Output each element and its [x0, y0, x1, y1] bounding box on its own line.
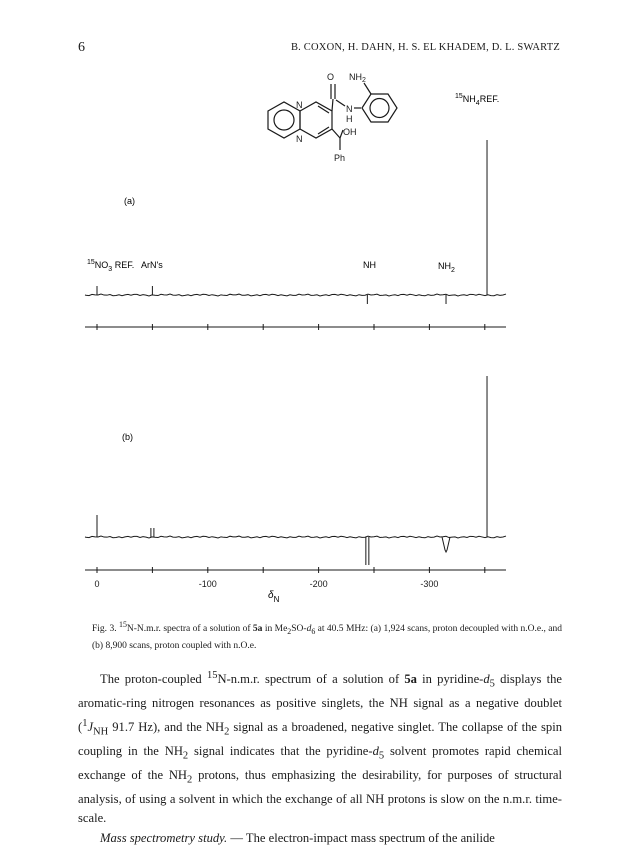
paragraph-nmr: The proton-coupled $^{15}$N-n.m.r. spectrum of a solution of 5a in pyridine-$d_5$ displays the aromatic-ring nitrogen resonances as positive singlets, the NH signal as a negative doublet ($^1J_{NH}$ 91.7 Hz), and the $NH_2$ signal as a broadened, negative singlet. The collapse of the spin coupling in the $NH_2$ signal indicates that the pyridine-$d_5$ solvent promotes rapid chemical exchange of the $NH_2$ protons, thus emphasizing the desirability, for purposes of structural analysis, of using a solvent in which the exchange of all NH protons is slow on the n.m.r. time-scale.	[78, 670, 563, 826]
bond-c-choh	[332, 129, 340, 138]
arn-label: ArN's	[141, 260, 163, 270]
bond-c-n	[336, 100, 345, 106]
tick-label: -100	[198, 579, 217, 589]
spectrum-b-trace	[85, 376, 506, 565]
amine-label: $NH_2$	[349, 72, 366, 84]
axis-bottom	[85, 567, 506, 573]
ammonium-ref-label: $^{15}NH_4REF$.	[455, 93, 500, 107]
amide-nitrogen: N	[346, 104, 353, 114]
spectrum-b-label: (b)	[122, 432, 133, 442]
oxygen-label: O	[327, 72, 335, 82]
axis-symbol: $\delta_N$	[268, 590, 280, 604]
ring-nitrogen-top: N	[296, 100, 303, 110]
body-text	[78, 666, 562, 848]
paragraph-mass-spec: Mass spectrometry study. — The electron-impact mass spectrum of the anilide	[100, 830, 495, 845]
axis-tick-labels	[94, 579, 438, 589]
aniline-ring-circle	[370, 99, 389, 118]
figure-caption: Fig. 3. $^{15}$N-N.m.r. spectra of a solution of 5a in $Me_2SO-d_6$ at 40.5 MHz: (a) 1,924 scans, proton decoupled with n.O.e., and (b) 8,900 scans, proton coupled with n.O.e.	[92, 620, 562, 652]
page-number: 6	[78, 40, 85, 55]
benzo-ring-circle	[274, 110, 294, 130]
nh-label: NH	[363, 260, 376, 270]
pyrazine-ring	[300, 102, 332, 138]
nh2-label: $NH_2$	[438, 261, 455, 274]
bond-c-carbonyl	[332, 99, 333, 111]
tick-label: -300	[420, 579, 439, 589]
ring-nitrogen-bottom: N	[296, 134, 303, 144]
section-heading: Mass spectrometry study.	[100, 830, 228, 845]
axis-middle	[85, 324, 506, 330]
chemical-structure	[268, 83, 397, 150]
spectrum-a-trace	[85, 140, 506, 304]
phenyl-label: Ph	[334, 153, 346, 163]
spectrum-a-label: (a)	[124, 196, 135, 206]
tick-label: 0	[94, 579, 100, 589]
baseline	[85, 536, 506, 538]
running-head: B. COXON, H. DAHN, H. S. EL KHADEM, D. L. SWARTZ	[290, 42, 560, 53]
bond-aryl-nh2	[364, 83, 371, 94]
hydroxyl-label: OH	[343, 127, 357, 137]
peak-3	[442, 537, 450, 552]
nitrate-ref-label: $^{15}NO_3$ REF.	[87, 259, 135, 273]
baseline	[85, 294, 506, 296]
tick-label: -200	[309, 579, 328, 589]
amide-hydrogen: H	[346, 114, 353, 124]
